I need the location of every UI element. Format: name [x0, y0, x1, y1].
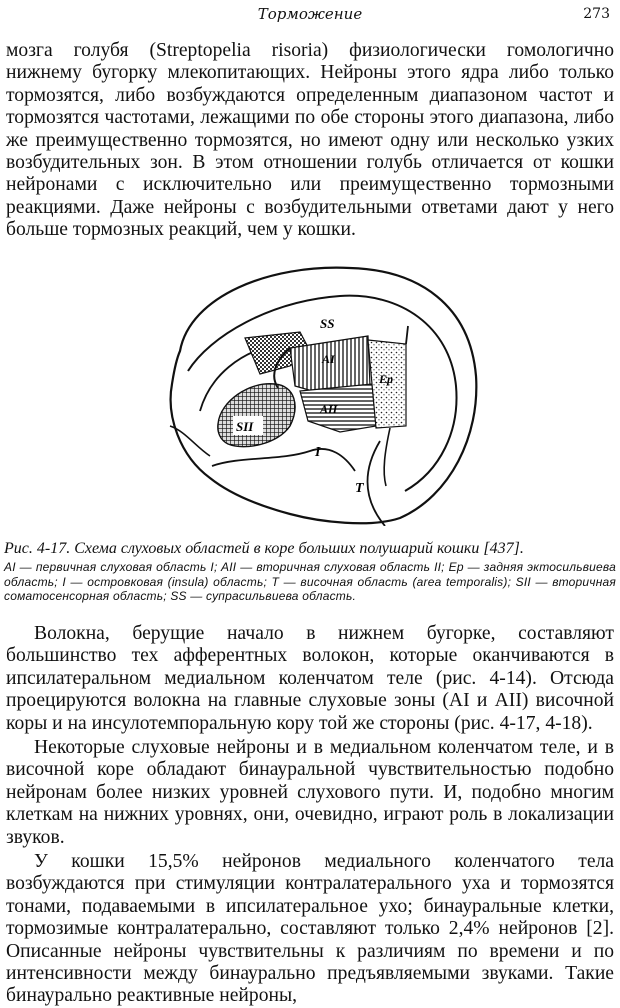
sulcus-line-3	[212, 449, 355, 471]
figure-caption-title: Рис. 4-17. Схема слуховых областей в коре больших полушарий кошки [437].	[4, 540, 524, 557]
region-sii	[218, 384, 295, 447]
posterior-line	[406, 326, 408, 344]
paragraph-2: Волокна, берущие начало в нижнем бугорке, составляют большинство тех афферентных волокон, которые оканчиваются в ипсилатеральном медиальном коленчатом теле (рис. 4-14). Отсюда проецируются волокна на главные слуховые зоны (AI и AII) височной коры и на инсулотемпоральную кору той же стороны (рис. 4-17, 4-18).	[6, 623, 614, 734]
label-t: T	[355, 481, 364, 496]
paragraph-3: Некоторые слуховые нейроны и в медиальном коленчатом теле, и в височной коре обладают бинауральной чувствительностью подобно нейронам более низких уровней слухового пути. И, подобно многим клеткам на нижних уровнях, они, очевидно, играют роль в локализации звуков.	[6, 737, 614, 848]
temporal-line	[384, 428, 390, 486]
label-ai: AI	[322, 352, 335, 366]
brain-diagram	[150, 256, 480, 526]
paragraph-4: У кошки 15,5% нейронов медиального коленчатого тела возбуждаются при стимуляции контралатерального уха и тормозятся тонами, подаваемыми в ипсилатеральное ухо; бинауральные клетки, тормозимые контралатерально, составляют только 2,4% нейронов [2]. Описанные нейроны чувствительны к различиям по времени и по интенсивности между бинаурально предъявляемыми звуками. Такие бинаурально реактивные нейроны,	[6, 851, 614, 1007]
label-sii: SII	[236, 419, 254, 434]
label-i: I	[315, 445, 321, 460]
figure-cat-auditory-cortex	[150, 256, 480, 526]
sulcus-line-5	[368, 441, 386, 526]
label-aii: AII	[320, 402, 338, 416]
paragraph-1: мозга голубя (Streptopelia risoria) физиологически гомологично нижнему бугорку млекопитающих. Нейроны этого ядра либо только тормозятся, либо возбуждаются определенным диапазоном частот и тормозятся частотами, лежащими по обе стороны этого диапазона, либо же преимущественно тормозятся, но имеют одну или несколько узких возбудительных зон. В этом отношении голубь отличается от кошки нейронами с исключительно или преимущественно тормозными реакциями. Даже нейроны с возбудительными ответами дают у него больше тормозных реакций, чем у кошки.	[6, 40, 614, 241]
running-head	[0, 4, 620, 28]
label-ep: Ep	[379, 372, 394, 386]
region-aii	[300, 384, 376, 432]
label-ss: SS	[320, 316, 335, 331]
running-title: Торможение	[257, 5, 363, 23]
page-number: 273	[583, 6, 610, 22]
figure-caption-legend: AI — первичная слуховая область I; AII — вторичная слуховая область II; Ep — задняя эктосильвиева область; I — островковая (insula) область; T — височная область (area temporalis); SII — вторичная соматосенсорная область; SS — супрасильвиева область.	[4, 560, 616, 604]
